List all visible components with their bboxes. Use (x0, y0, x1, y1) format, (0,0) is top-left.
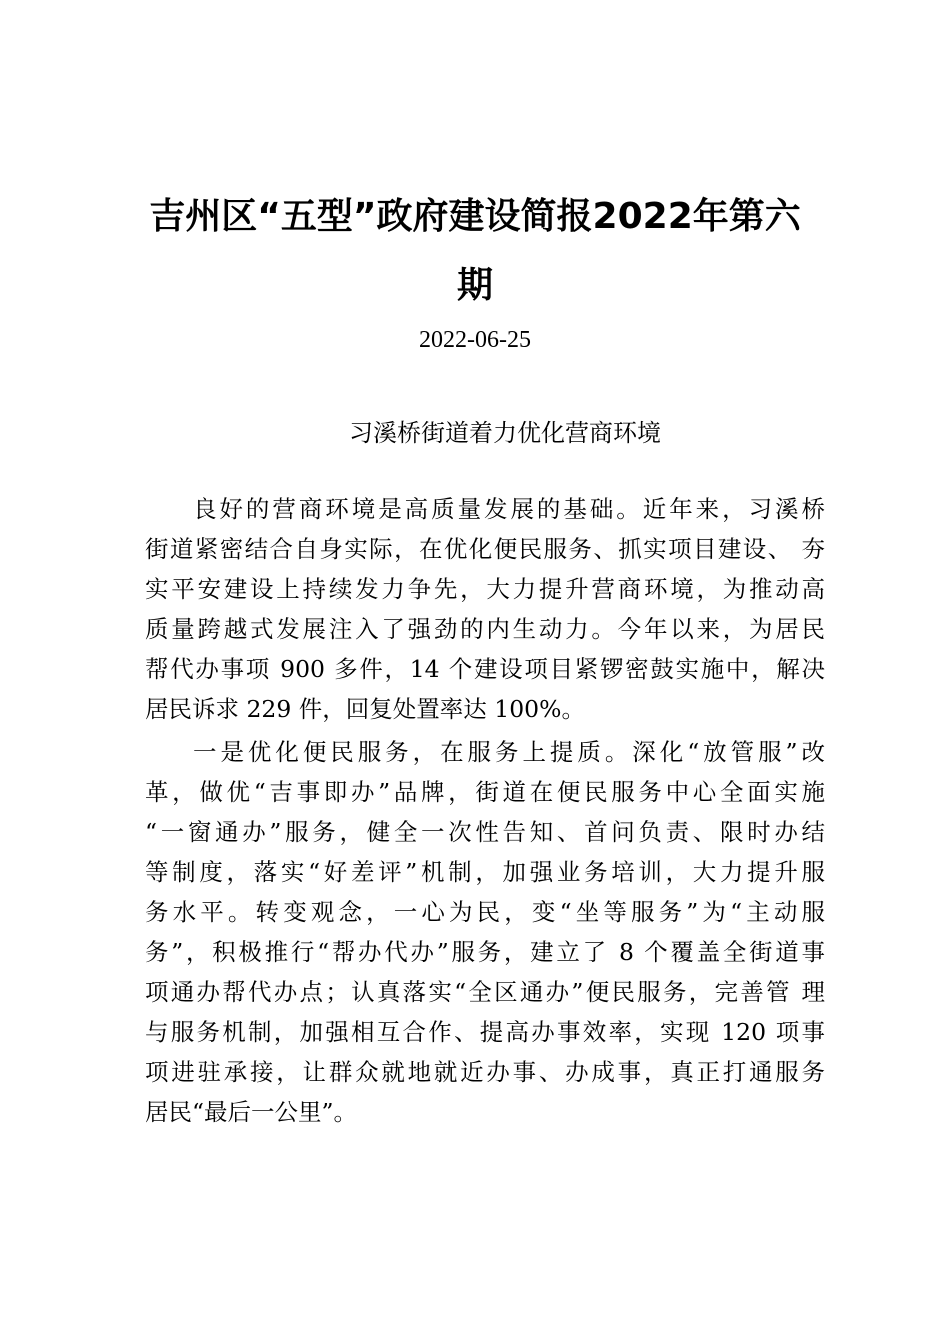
paragraph-line: 项通办帮代办点；认真落实“全区通办”便民服务，完善管 理 (145, 978, 825, 1006)
paragraph-line: 街道紧密结合自身实际，在优化便民服务、抓实项目建设、 夯 (145, 535, 825, 563)
paragraph-line: 与服务机制，加强相互合作、提高办事效率，实现 120 项事 (145, 1018, 825, 1046)
article-subheading: 习溪桥街道着力优化营商环境 (349, 419, 661, 447)
paragraph-line: 居民诉求 229 件，回复处置率达 100%。 (145, 695, 585, 723)
paragraph-2 (145, 732, 825, 1132)
paragraph-line: 项进驻承接，让群众就地就近办事、办成事，真正打通服务 (145, 1058, 825, 1086)
paragraph-1 (145, 489, 825, 729)
paragraph-line: 帮代办事项 900 多件，14 个建设项目紧锣密鼓实施中，解决 (145, 655, 825, 683)
document-title-line-1: 吉州区“五型”政府建设简报2022年第六 (149, 196, 801, 237)
paragraph-line: 革，做优“吉事即办”品牌，街道在便民服务中心全面实施 (145, 778, 825, 806)
paragraph-line: 等制度，落实“好差评”机制，加强业务培训，大力提升服 (145, 858, 825, 886)
paragraph-line: 良好的营商环境是高质量发展的基础。近年来，习溪桥 (193, 495, 825, 523)
paragraph-line: 务”，积极推行“帮办代办”服务，建立了 8 个覆盖全街道事 (145, 938, 825, 966)
paragraph-line: 实平安建设上持续发力争先，大力提升营商环境，为推动高 (145, 575, 825, 603)
paragraph-line: 质量跨越式发展注入了强劲的内生动力。今年以来，为居民 (145, 615, 825, 643)
paragraph-line: 一是优化便民服务，在服务上提质。深化“放管服”改 (193, 738, 825, 766)
document-title-line-2: 期 (456, 265, 493, 306)
paragraph-line: “一窗通办”服务，健全一次性告知、首问负责、限时办结 (145, 818, 825, 846)
publish-date: 2022-06-25 (419, 327, 531, 353)
paragraph-line: 居民“最后一公里”。 (145, 1098, 358, 1126)
paragraph-line: 务水平。转变观念，一心为民，变“坐等服务”为“主动服 (145, 898, 825, 926)
